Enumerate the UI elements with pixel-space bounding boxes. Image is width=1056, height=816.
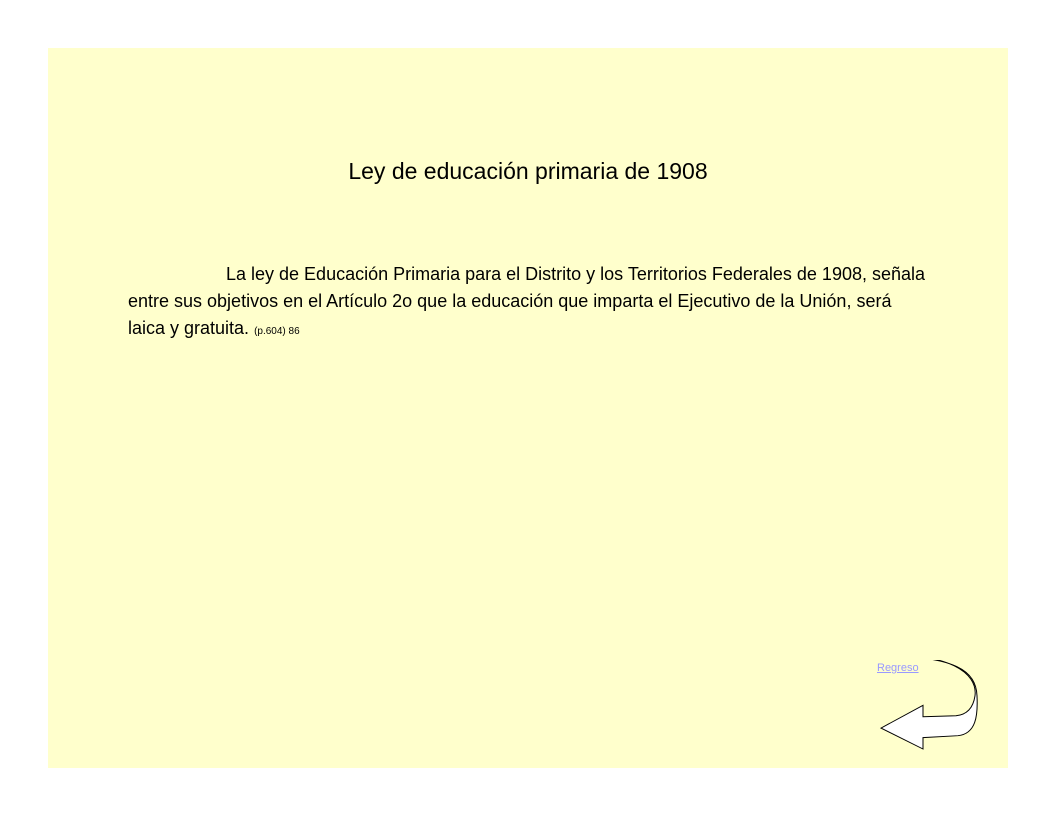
slide xyxy=(48,48,1008,768)
page-title: Ley de educación primaria de 1908 xyxy=(348,158,708,184)
citation: (p.604) 86 xyxy=(254,326,300,337)
paragraph-text: La ley de Educación Primaria para el Distrito y los Territorios Federales de 1908, señala entre sus objetivos en el Artículo 2o que la educación que imparta el Ejecutivo de la Unión, será laica y gratuita. xyxy=(128,264,926,338)
back-link[interactable]: Regreso xyxy=(877,662,919,674)
body-paragraph xyxy=(128,261,928,345)
